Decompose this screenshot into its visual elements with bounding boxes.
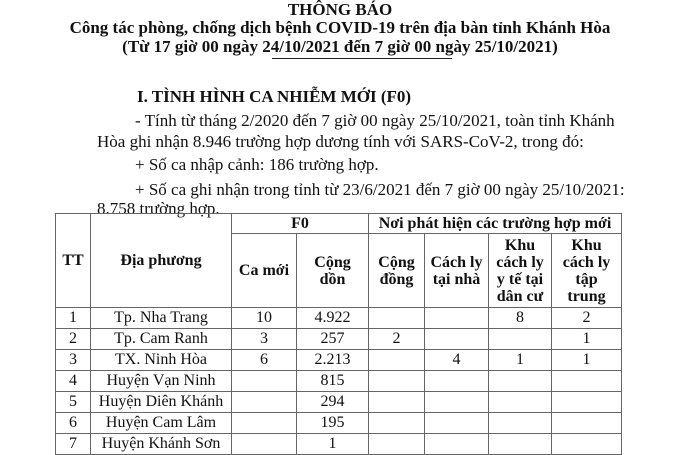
cell-community [369,371,425,392]
cell-cumulative: 294 [297,392,369,413]
header-medical-l2: cách ly [496,253,544,271]
cell-location: Huyện Vạn Ninh [91,371,232,392]
cell-medical: 1 [489,350,552,371]
header-detected: Nơi phát hiện các trường hợp mới [369,214,622,234]
table-row [56,413,622,434]
header-new-cases: Ca mới [232,234,297,308]
header-cumulative-l2: dồn [319,270,346,288]
cell-cumulative: 257 [297,329,369,350]
cell-community [369,350,425,371]
header-tt: TT [56,214,91,308]
cell-new [232,392,297,413]
cell-tt: 7 [56,434,91,455]
cell-new [232,371,297,392]
cell-location: Tp. Cam Ranh [91,329,232,350]
table-row [56,371,622,392]
cell-tt: 3 [56,350,91,371]
cell-home [425,308,489,329]
table-row [56,308,622,329]
cell-home [425,371,489,392]
header-home-isolation [425,234,489,308]
cell-location: Huyện Diên Khánh [91,392,232,413]
cell-tt: 5 [56,392,91,413]
cell-cumulative: 4.922 [297,308,369,329]
cell-home: 4 [425,350,489,371]
header-f0: F0 [232,214,369,234]
cell-cumulative: 815 [297,371,369,392]
cell-home [425,329,489,350]
document-title: THÔNG BÁO [287,0,393,19]
table-row [56,350,622,371]
cell-location: Huyện Khánh Sơn [91,434,232,455]
cell-tt: 6 [56,413,91,434]
header-concentrated-isolation [552,234,622,308]
header-medical-l4: dân cư [496,287,544,305]
cell-home [425,434,489,455]
header-home-l1: Cách ly [430,253,483,271]
header-community-l1: Cộng [378,253,415,271]
header-concentrated-l1: Khu [571,236,602,254]
header-cumulative [297,234,369,308]
cell-concentrated: 1 [552,350,622,371]
cell-location: TX. Ninh Hòa [91,350,232,371]
header-concentrated-l2: cách ly [562,253,611,271]
table-row [56,434,622,455]
cell-new [232,434,297,455]
header-home-l2: tại nhà [432,270,481,288]
cell-community [369,308,425,329]
table-row [56,392,622,413]
header-medical-l3: y tế tại [496,270,544,288]
header-concentrated-l3: tập [575,270,598,288]
cell-concentrated [552,413,622,434]
paragraph-imported-cases: + Số ca nhập cảnh: 186 trường hợp. [135,155,379,174]
header-community-l2: đồng [379,270,414,288]
cell-medical [489,371,552,392]
cell-cumulative: 195 [297,413,369,434]
cell-medical [489,434,552,455]
cell-cumulative: 1 [297,434,369,455]
section-heading: I. TÌNH HÌNH CA NHIỄM MỚI (F0) [137,87,412,106]
cell-community [369,392,425,413]
cell-location: Tp. Nha Trang [91,308,232,329]
cell-community: 2 [369,329,425,350]
header-concentrated-l4: trung [567,287,606,305]
header-medical-l1: Khu [504,236,536,254]
cell-new [232,413,297,434]
cell-cumulative: 2.213 [297,350,369,371]
paragraph-1-line-1: - Tính từ tháng 2/2020 đến 7 giờ 00 ngày 25/10/2021, toàn tỉnh Khánh [135,111,615,130]
cell-medical [489,392,552,413]
period-underline [272,58,452,59]
cell-medical [489,329,552,350]
paragraph-3-line-1: + Số ca ghi nhận trong tỉnh từ 23/6/2021 đến 7 giờ 00 ngày 25/10/2021: [135,180,625,199]
cell-location: Huyện Cam Lâm [91,413,232,434]
report-period: (Từ 17 giờ 00 ngày 24/10/2021 đến 7 giờ 00 ngày 25/10/2021) [122,37,558,56]
cell-home [425,392,489,413]
cell-community [369,413,425,434]
cell-community [369,434,425,455]
cell-tt: 2 [56,329,91,350]
cell-tt: 1 [56,308,91,329]
cell-new: 10 [232,308,297,329]
header-community [369,234,425,308]
cell-home [425,413,489,434]
cell-concentrated: 1 [552,329,622,350]
table-row [56,329,622,350]
document-subtitle: Công tác phòng, chống dịch bệnh COVID-19 trên địa bàn tỉnh Khánh Hòa [69,18,611,37]
cell-tt: 4 [56,371,91,392]
header-medical-isolation [489,234,552,308]
cell-new: 3 [232,329,297,350]
paragraph-1-line-2: Hòa ghi nhận 8.946 trường hợp dương tính với SARS-CoV-2, trong đó: [97,132,584,151]
cases-table [55,213,622,455]
cell-medical [489,413,552,434]
paragraph-3-line-2: 8.758 trường hợp. [97,199,220,218]
cell-concentrated [552,371,622,392]
cell-concentrated [552,392,622,413]
cell-new: 6 [232,350,297,371]
cell-concentrated: 2 [552,308,622,329]
cell-medical: 8 [489,308,552,329]
header-location: Địa phương [91,214,232,308]
cell-concentrated [552,434,622,455]
header-cumulative-l1: Cộng [314,253,351,271]
